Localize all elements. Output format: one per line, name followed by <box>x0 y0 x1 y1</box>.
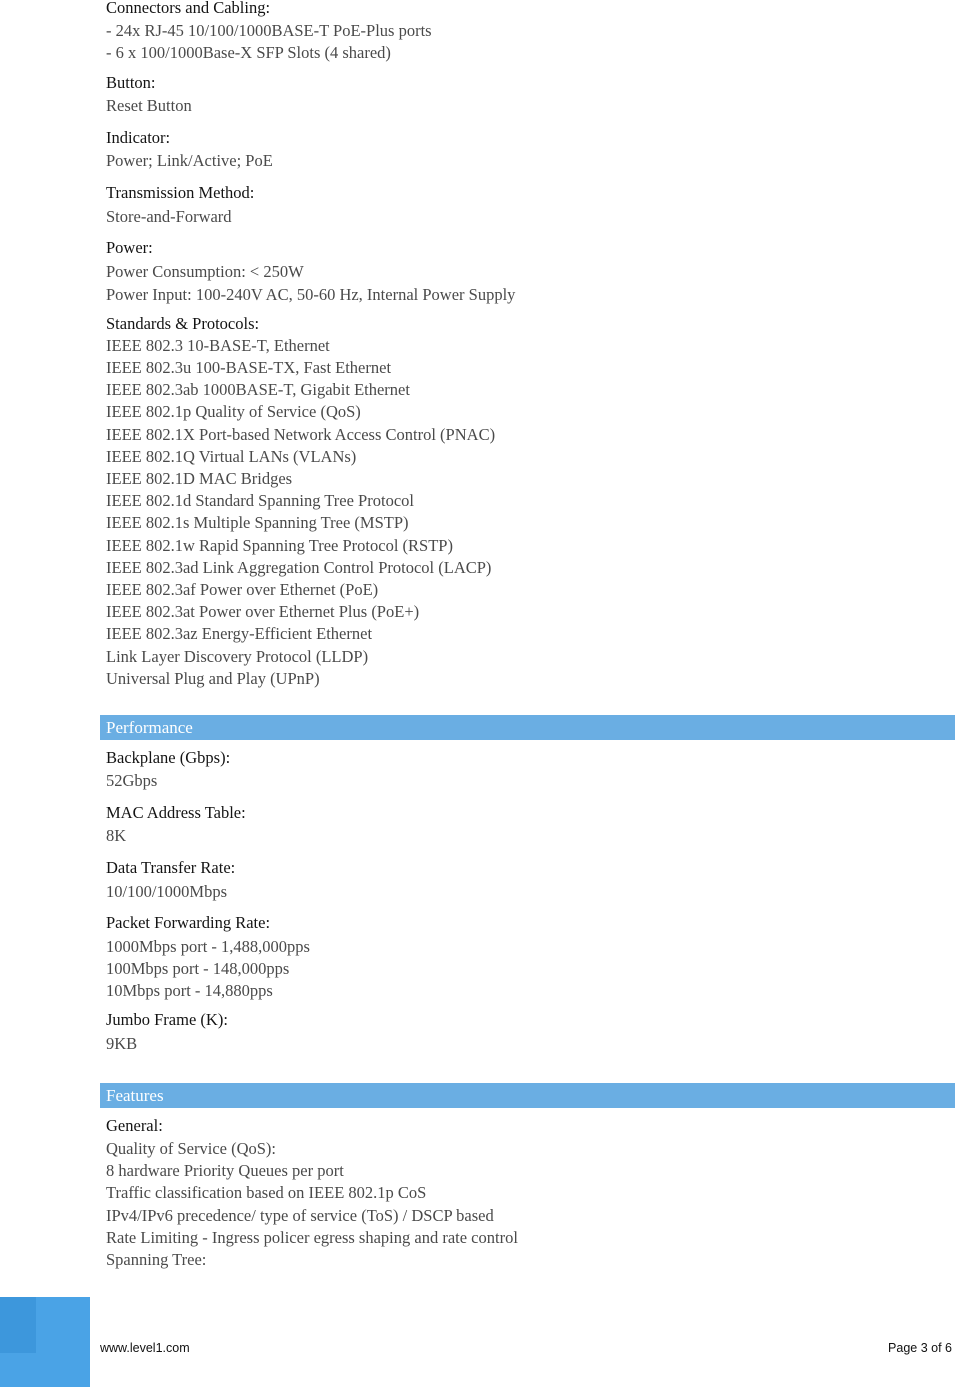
footer-page-number: Page 3 of 6 <box>888 1341 952 1355</box>
footer-brand-block <box>0 1297 90 1387</box>
standards-item: IEEE 802.1d Standard Spanning Tree Protocol <box>106 491 414 510</box>
power-item: Power Input: 100-240V AC, 50-60 Hz, Internal Power Supply <box>106 285 516 304</box>
backplane-value: 52Gbps <box>106 771 158 790</box>
features-heading: Features <box>106 1086 164 1105</box>
jumbo-label: Jumbo Frame (K): <box>106 1010 228 1029</box>
standards-label: Standards & Protocols: <box>106 314 260 333</box>
forwarding-item: 1000Mbps port - 1,488,000pps <box>106 937 310 956</box>
backplane-label: Backplane (Gbps): <box>106 748 231 767</box>
transmission-value: Store-and-Forward <box>106 207 232 226</box>
footer-brand-block-accent <box>0 1297 36 1353</box>
standards-item: IEEE 802.1s Multiple Spanning Tree (MSTP) <box>106 513 409 532</box>
general-label: General: <box>106 1116 163 1135</box>
mac-table-label: MAC Address Table: <box>106 803 246 822</box>
features-item: IPv4/IPv6 precedence/ type of service (ToS) / DSCP based <box>106 1206 494 1225</box>
standards-item: Universal Plug and Play (UPnP) <box>106 669 320 688</box>
features-item: Traffic classification based on IEEE 802.1p CoS <box>106 1183 427 1202</box>
standards-item: IEEE 802.1X Port-based Network Access Control (PNAC) <box>106 425 496 444</box>
transfer-rate-label: Data Transfer Rate: <box>106 858 236 877</box>
standards-item: IEEE 802.1Q Virtual LANs (VLANs) <box>106 447 357 466</box>
features-section-header <box>100 1083 955 1108</box>
standards-item: IEEE 802.3ab 1000BASE-T, Gigabit Ethernet <box>106 380 410 399</box>
power-item: Power Consumption: < 250W <box>106 262 304 281</box>
features-item: Rate Limiting - Ingress policer egress shaping and rate control <box>106 1228 518 1247</box>
connectors-label: Connectors and Cabling: <box>106 0 271 17</box>
indicator-value: Power; Link/Active; PoE <box>106 151 273 170</box>
jumbo-value: 9KB <box>106 1034 138 1053</box>
features-item: Quality of Service (QoS): <box>106 1139 277 1158</box>
footer-website-link[interactable]: www.level1.com <box>100 1341 190 1355</box>
standards-item: IEEE 802.3u 100-BASE-TX, Fast Ethernet <box>106 358 392 377</box>
standards-item: IEEE 802.3 10-BASE-T, Ethernet <box>106 336 330 355</box>
indicator-label: Indicator: <box>106 128 171 147</box>
features-item: Spanning Tree: <box>106 1250 207 1269</box>
standards-item: IEEE 802.1w Rapid Spanning Tree Protocol (RSTP) <box>106 536 453 555</box>
performance-heading: Performance <box>106 718 193 737</box>
standards-item: IEEE 802.3az Energy-Efficient Ethernet <box>106 624 373 643</box>
mac-table-value: 8K <box>106 826 127 845</box>
standards-item: Link Layer Discovery Protocol (LLDP) <box>106 647 369 666</box>
standards-item: IEEE 802.3at Power over Ethernet Plus (PoE+) <box>106 602 420 621</box>
connectors-item: - 6 x 100/1000Base-X SFP Slots (4 shared) <box>106 43 391 62</box>
standards-item: IEEE 802.3ad Link Aggregation Control Protocol (LACP) <box>106 558 492 577</box>
performance-section-header <box>100 715 955 740</box>
standards-item: IEEE 802.3af Power over Ethernet (PoE) <box>106 580 379 599</box>
forwarding-label: Packet Forwarding Rate: <box>106 913 271 932</box>
transfer-rate-value: 10/100/1000Mbps <box>106 882 228 901</box>
forwarding-item: 10Mbps port - 14,880pps <box>106 981 273 1000</box>
connectors-item: - 24x RJ-45 10/100/1000BASE-T PoE-Plus ports <box>106 21 432 40</box>
transmission-label: Transmission Method: <box>106 183 255 202</box>
button-label: Button: <box>106 73 156 92</box>
features-item: 8 hardware Priority Queues per port <box>106 1161 344 1180</box>
button-value: Reset Button <box>106 96 192 115</box>
standards-item: IEEE 802.1D MAC Bridges <box>106 469 293 488</box>
power-label: Power: <box>106 238 153 257</box>
forwarding-item: 100Mbps port - 148,000pps <box>106 959 290 978</box>
standards-item: IEEE 802.1p Quality of Service (QoS) <box>106 402 361 421</box>
